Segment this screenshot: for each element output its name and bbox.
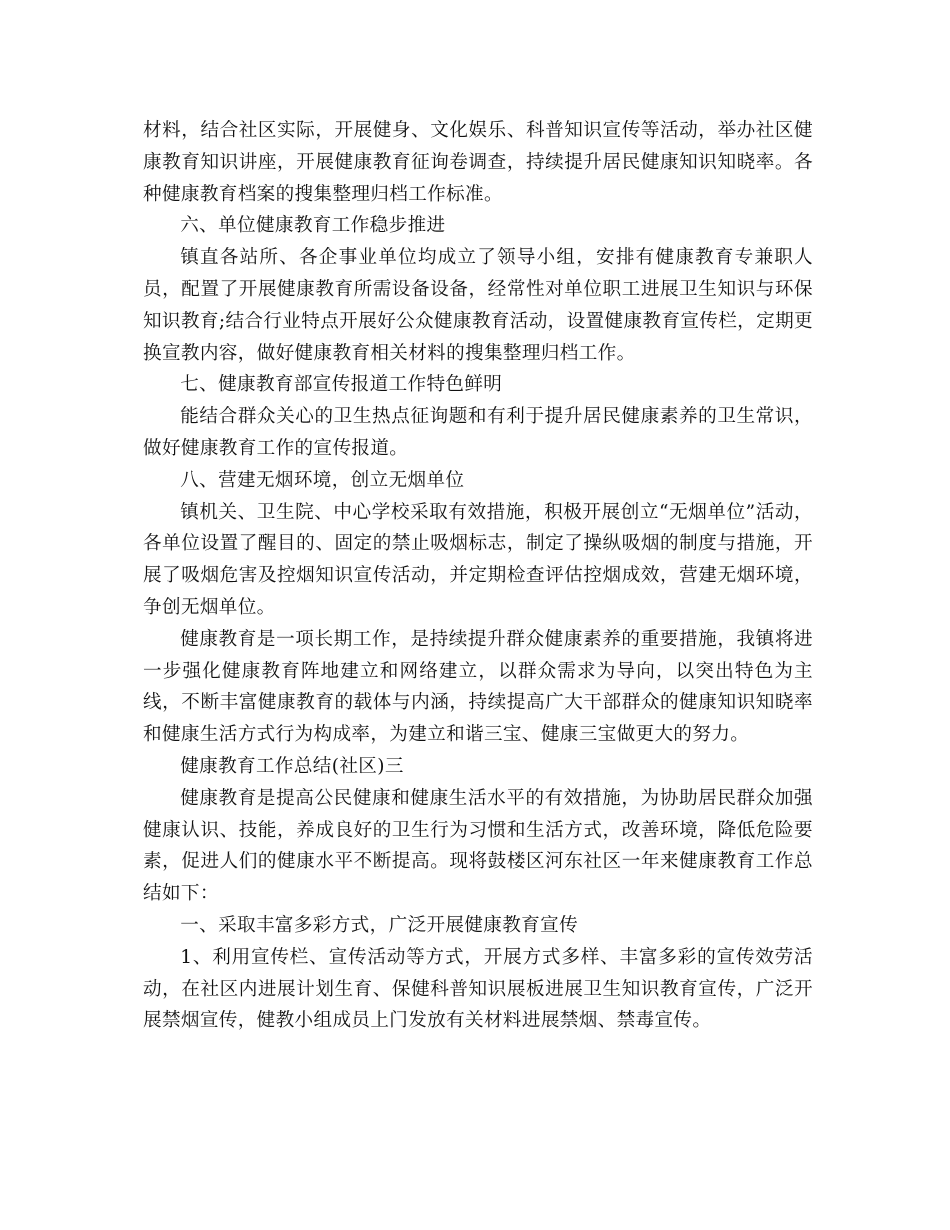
- document-page: [143, 115, 813, 1037]
- paragraph-conclusion: 健康教育是一项长期工作，是持续提升群众健康素养的重要措施，我镇将进一步强化健康教育阵地建立和网络建立，以群众需求为导向，以突出特色为主线，不断丰富健康教育的载体与内涵，持续提高广大干部群众的健康知识知晓率和健康生活方式行为构成率，为建立和谐三宝、健康三宝做更大的努力。: [143, 628, 813, 746]
- heading-summary-three: 健康教育工作总结(社区)三: [180, 755, 404, 777]
- heading-section-seven: 七、健康教育部宣传报道工作特色鲜明: [180, 374, 503, 396]
- paragraph-section-seven: 能结合群众关心的卫生热点征询题和有利于提升居民健康素养的卫生常识，做好健康教育工作的宣传报道。: [143, 406, 813, 459]
- paragraph-section-six: 镇直各站所、各企事业单位均成立了领导小组，安排有健康教育专兼职人员，配置了开展健康教育所需设备设备，经常性对单位职工进展卫生知识与环保知识教育;结合行业特点开展好公众健康教育活动，设置健康教育宣传栏，定期更换宣教内容，做好健康教育相关材料的搜集整理归档工作。: [143, 247, 813, 364]
- paragraph-item-one: 1、利用宣传栏、宣传活动等方式，开展方式多样、丰富多彩的宣传效劳活动，在社区内进展计划生育、保健科普知识展板进展卫生知识教育宣传，广泛开展禁烟宣传，健教小组成员上门发放有关材料进展禁烟、禁毒宣传。: [143, 946, 813, 1032]
- paragraph-continued-intro: 材料，结合社区实际，开展健身、文化娱乐、科普知识宣传等活动，举办社区健康教育知识讲座，开展健康教育征询卷调查，持续提升居民健康知识知晓率。各种健康教育档案的搜集整理归档工作标准。: [143, 120, 813, 205]
- heading-section-eight: 八、营建无烟环境，创立无烟单位: [180, 469, 465, 491]
- paragraph-summary-intro: 健康教育是提高公民健康和健康生活水平的有效措施，为协助居民群众加强健康认识、技能，养成良好的卫生行为习惯和生活方式，改善环境，降低危险要素，促进人们的健康水平不断提高。现将鼓楼区河东社区一年来健康教育工作总结如下：: [143, 787, 813, 905]
- heading-part-one: 一、采取丰富多彩方式，广泛开展健康教育宣传: [180, 914, 579, 936]
- heading-section-six: 六、单位健康教育工作稳步推进: [180, 215, 446, 237]
- paragraph-section-eight: 镇机关、卫生院、中心学校采取有效措施，积极开展创立“无烟单位”活动，各单位设置了醒目的、固定的禁止吸烟标志，制定了操纵吸烟的制度与措施，开展了吸烟危害及控烟知识宣传活动，并定期检查评估控烟成效，营建无烟环境，争创无烟单位。: [143, 501, 813, 618]
